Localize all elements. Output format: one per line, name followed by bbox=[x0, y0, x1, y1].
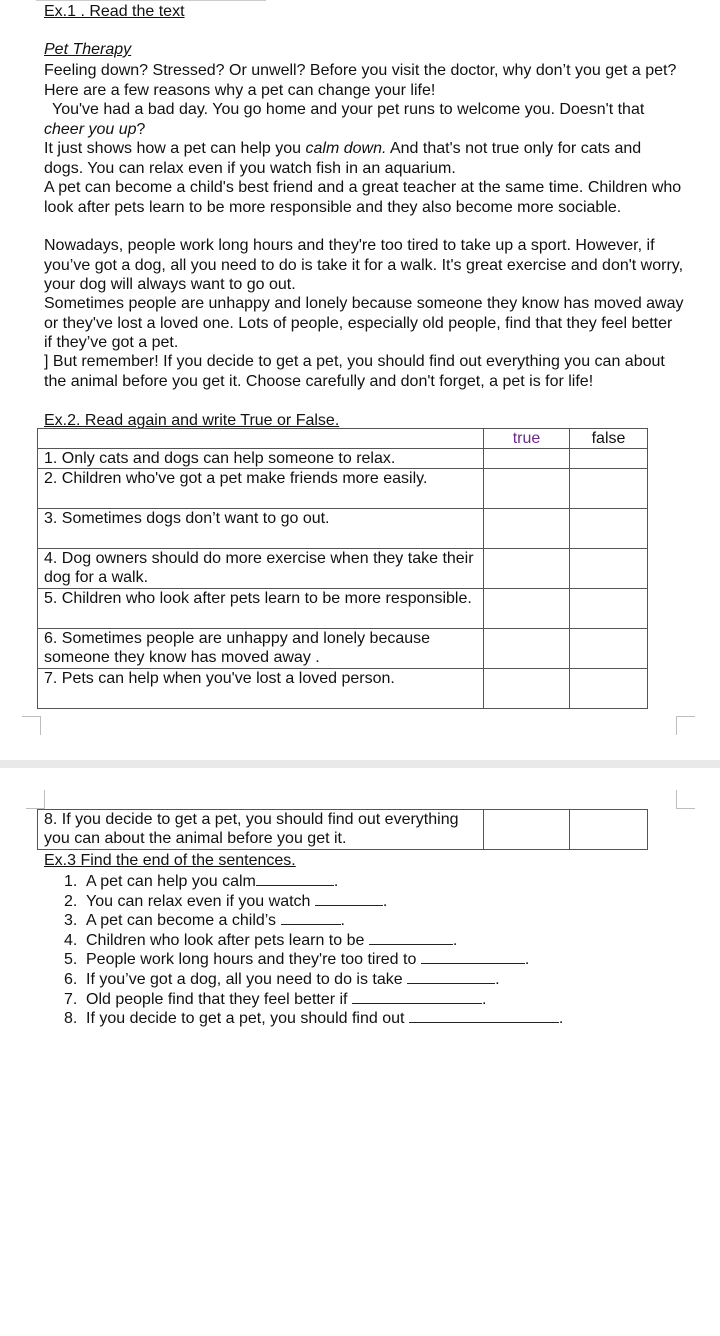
answer-false-cell[interactable] bbox=[570, 449, 648, 469]
item-number: 4. bbox=[64, 931, 78, 949]
page-corner-mark bbox=[676, 790, 695, 809]
item-text: Old people find that they feel better if bbox=[86, 990, 348, 1008]
page-break bbox=[0, 760, 720, 768]
answer-true-cell[interactable] bbox=[484, 469, 570, 509]
answer-true-cell[interactable] bbox=[484, 449, 570, 469]
statement-cell: 2. Children who've got a pet make friends more easily. bbox=[38, 469, 484, 509]
list-item bbox=[44, 872, 563, 892]
end-mark: . bbox=[558, 1010, 564, 1028]
table-row bbox=[38, 549, 648, 589]
list-item bbox=[44, 970, 563, 990]
table-row bbox=[38, 449, 648, 469]
statement-cell: 1. Only cats and dogs can help someone to relax. bbox=[38, 449, 484, 469]
list-item bbox=[44, 950, 563, 970]
list-item bbox=[44, 892, 563, 912]
ex1-heading: Ex.1 . Read the text bbox=[44, 3, 185, 20]
item-text: If you’ve got a dog, all you need to do is take bbox=[86, 970, 403, 988]
answer-true-cell[interactable] bbox=[484, 509, 570, 549]
answer-false-cell[interactable] bbox=[570, 549, 648, 589]
end-mark: . bbox=[481, 990, 487, 1008]
item-number: 6. bbox=[64, 970, 78, 988]
true-false-table bbox=[37, 428, 648, 709]
paragraph-2 bbox=[44, 100, 684, 139]
header-false: false bbox=[570, 429, 648, 449]
answer-true-cell[interactable] bbox=[484, 589, 570, 629]
paragraph-1: Feeling down? Stressed? Or unwell? Before you visit the doctor, why don’t you get a pet? Here are a few reasons why a pet can change your life! bbox=[44, 62, 677, 99]
answer-true-cell[interactable] bbox=[484, 669, 570, 709]
item-number: 2. bbox=[64, 892, 78, 910]
answer-blank[interactable] bbox=[315, 892, 383, 906]
table-row bbox=[38, 810, 648, 850]
item-text: People work long hours and they're too tired to bbox=[86, 951, 417, 969]
end-mark: . bbox=[452, 931, 458, 949]
statement-cell: 4. Dog owners should do more exercise when they take their dog for a walk. bbox=[38, 549, 484, 589]
table-row bbox=[38, 589, 648, 629]
item-text: You can relax even if you watch bbox=[86, 892, 311, 910]
table-row bbox=[38, 669, 648, 709]
statement-cell: 3. Sometimes dogs don’t want to go out. bbox=[38, 509, 484, 549]
table-row bbox=[38, 509, 648, 549]
answer-true-cell[interactable] bbox=[484, 810, 570, 850]
header-blank-cell bbox=[38, 429, 484, 449]
answer-blank[interactable] bbox=[256, 872, 334, 886]
paragraph-4: A pet can become a child's best friend and a great teacher at the same time. Children who look after pets learn to be more responsible and they also become more sociable. bbox=[44, 179, 682, 216]
list-item bbox=[44, 990, 563, 1010]
table-row bbox=[38, 469, 648, 509]
answer-false-cell[interactable] bbox=[570, 629, 648, 669]
paragraph-2-text: You've had a bad day. You go home and your pet runs to welcome you. Doesn't that bbox=[52, 101, 645, 118]
answer-blank[interactable] bbox=[407, 970, 495, 984]
item-text: A pet can help you calm bbox=[86, 873, 256, 890]
true-false-table-continued bbox=[37, 809, 648, 850]
answer-blank[interactable] bbox=[421, 950, 525, 964]
paragraph-3-text: It just shows how a pet can help you bbox=[44, 140, 306, 157]
list-item bbox=[44, 1009, 563, 1029]
end-mark: . bbox=[340, 912, 345, 930]
end-mark: . bbox=[333, 873, 339, 890]
paragraph-6: Sometimes people are unhappy and lonely because someone they know has moved away or they've lost a loved one. Lots of people, especially old people, find that they feel better if they’ve got a pet. bbox=[44, 295, 684, 351]
paragraph-5: Nowadays, people work long hours and they're too tired to take up a sport. However, if you’ve got a dog, all you need to do is take it for a walk. It's great exercise and don't worry, your dog will always want to go out. bbox=[44, 237, 684, 293]
top-rule bbox=[36, 0, 266, 1]
item-number: 1. bbox=[64, 873, 78, 890]
statement-cell: 7. Pets can help when you've lost a loved person. bbox=[38, 669, 484, 709]
header-true: true bbox=[484, 429, 570, 449]
paragraph-3 bbox=[44, 139, 684, 178]
answer-false-cell[interactable] bbox=[570, 589, 648, 629]
text-title: Pet Therapy bbox=[44, 41, 132, 58]
item-text: Children who look after pets learn to be bbox=[86, 931, 365, 949]
answer-false-cell[interactable] bbox=[570, 669, 648, 709]
list-item bbox=[44, 911, 563, 931]
answer-false-cell[interactable] bbox=[570, 810, 648, 850]
statement-cell: 6. Sometimes people are unhappy and lonely because someone they know has moved away . bbox=[38, 629, 484, 669]
end-mark: . bbox=[495, 970, 500, 988]
answer-blank[interactable] bbox=[369, 931, 453, 945]
answer-blank[interactable] bbox=[281, 911, 341, 925]
answer-blank[interactable] bbox=[409, 1009, 559, 1023]
ex2-heading: Ex.2. Read again and write True or False. bbox=[44, 412, 340, 429]
paragraph-3-italic: calm down. bbox=[305, 140, 387, 157]
answer-true-cell[interactable] bbox=[484, 629, 570, 669]
end-mark: . bbox=[382, 892, 388, 910]
table-row bbox=[38, 629, 648, 669]
statement-cell: 8. If you decide to get a pet, you should find out everything you can about the animal before you get it. bbox=[38, 810, 484, 850]
table-header-row bbox=[38, 429, 648, 449]
item-text: A pet can become a child’s bbox=[86, 912, 277, 930]
statement-cell: 5. Children who look after pets learn to be more responsible. bbox=[38, 589, 484, 629]
paragraph-2-italic: cheer you up bbox=[44, 120, 137, 138]
page-corner-mark bbox=[22, 716, 41, 735]
answer-false-cell[interactable] bbox=[570, 509, 648, 549]
item-text: If you decide to get a pet, you should find out bbox=[86, 1010, 405, 1028]
page-corner-mark bbox=[676, 716, 695, 735]
answer-true-cell[interactable] bbox=[484, 549, 570, 589]
paragraph-7: ] But remember! If you decide to get a pet, you should find out everything you can about the animal before you get it. Choose carefully and don't forget, a pet is for life! bbox=[44, 353, 665, 390]
sentence-list bbox=[44, 872, 563, 1029]
list-item bbox=[44, 931, 563, 951]
end-mark: . bbox=[524, 951, 530, 969]
item-number: 5. bbox=[64, 951, 78, 969]
answer-blank[interactable] bbox=[352, 990, 482, 1004]
item-number: 3. bbox=[64, 912, 78, 930]
answer-false-cell[interactable] bbox=[570, 469, 648, 509]
paragraph-3-end: And that's not true only for cats and dogs. You can relax even if you watch fish in an aquarium. bbox=[44, 140, 642, 177]
item-number: 7. bbox=[64, 990, 78, 1008]
page-corner-mark bbox=[26, 790, 45, 809]
item-number: 8. bbox=[64, 1010, 78, 1028]
ex3-heading: Ex.3 Find the end of the sentences. bbox=[44, 852, 296, 869]
paragraph-2-end: ? bbox=[136, 120, 146, 138]
